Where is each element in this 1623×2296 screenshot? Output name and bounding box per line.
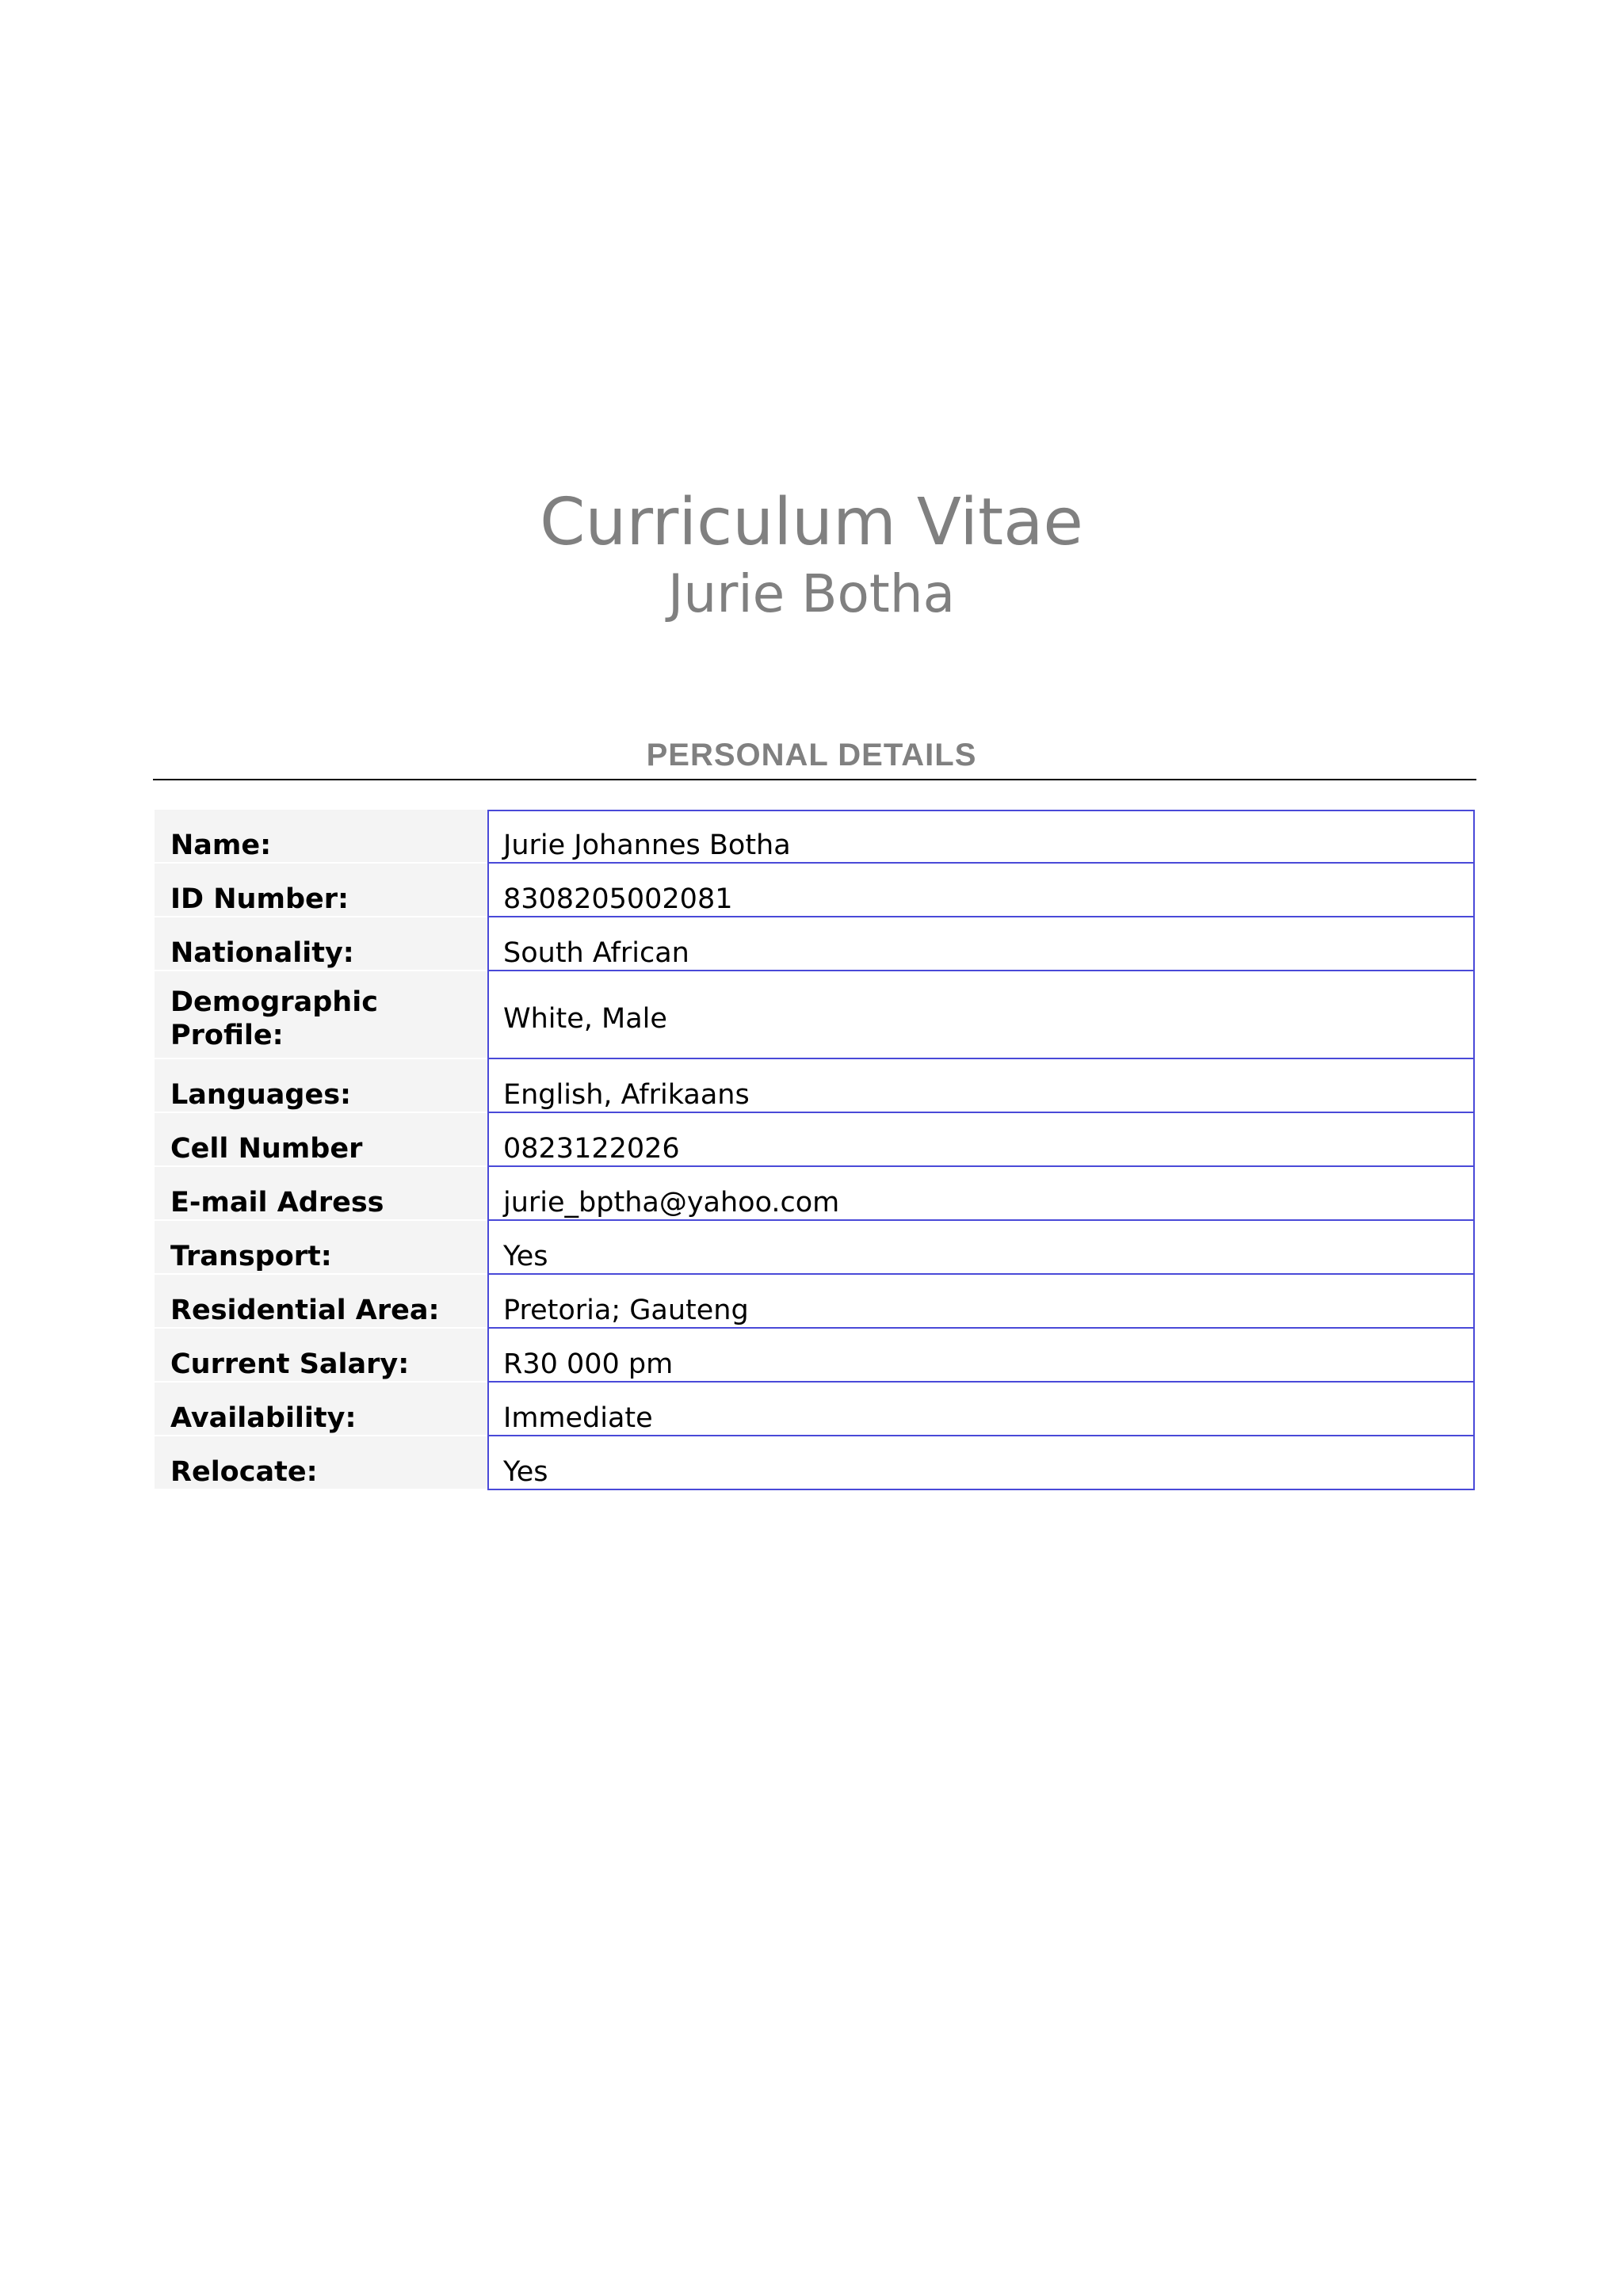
candidate-name: Jurie Botha — [667, 563, 956, 624]
detail-value: jurie_bptha@yahoo.com — [487, 1167, 1475, 1221]
detail-row-relocate — [155, 1436, 1475, 1490]
detail-label: Name: — [155, 810, 487, 864]
detail-label: Availability: — [155, 1383, 487, 1436]
detail-value: Yes — [487, 1221, 1475, 1275]
detail-label: Languages: — [155, 1059, 487, 1113]
detail-row-email — [155, 1167, 1475, 1221]
detail-value: South African — [487, 917, 1475, 971]
detail-label: Current Salary: — [155, 1329, 487, 1383]
detail-row-cell-number — [155, 1113, 1475, 1167]
detail-value: English, Afrikaans — [487, 1059, 1475, 1113]
detail-label: Cell Number — [155, 1113, 487, 1167]
personal-details-table — [155, 810, 1475, 1490]
detail-value: White, Male — [487, 971, 1475, 1059]
detail-value: R30 000 pm — [487, 1329, 1475, 1383]
detail-row-availability — [155, 1383, 1475, 1436]
detail-value: Pretoria; Gauteng — [487, 1275, 1475, 1329]
detail-value: Immediate — [487, 1383, 1475, 1436]
detail-row-residential-area — [155, 1275, 1475, 1329]
detail-row-transport — [155, 1221, 1475, 1275]
detail-label: Nationality: — [155, 917, 487, 971]
detail-row-nationality — [155, 917, 1475, 971]
detail-label: Demographic Profile: — [155, 971, 487, 1059]
detail-label: Residential Area: — [155, 1275, 487, 1329]
detail-row-demographic-profile — [155, 971, 1475, 1059]
detail-row-id-number — [155, 864, 1475, 917]
detail-row-languages — [155, 1059, 1475, 1113]
detail-value: Jurie Johannes Botha — [487, 810, 1475, 864]
detail-value: 8308205002081 — [487, 864, 1475, 917]
section-heading: PERSONAL DETAILS — [646, 738, 977, 772]
detail-label: Relocate: — [155, 1436, 487, 1490]
document-title: Curriculum Vitae — [540, 485, 1083, 560]
detail-label: Transport: — [155, 1221, 487, 1275]
detail-value: 0823122026 — [487, 1113, 1475, 1167]
detail-row-current-salary — [155, 1329, 1475, 1383]
detail-value: Yes — [487, 1436, 1475, 1490]
detail-label: E-mail Adress — [155, 1167, 487, 1221]
section-divider — [153, 779, 1476, 780]
detail-row-name — [155, 810, 1475, 864]
detail-label: ID Number: — [155, 864, 487, 917]
